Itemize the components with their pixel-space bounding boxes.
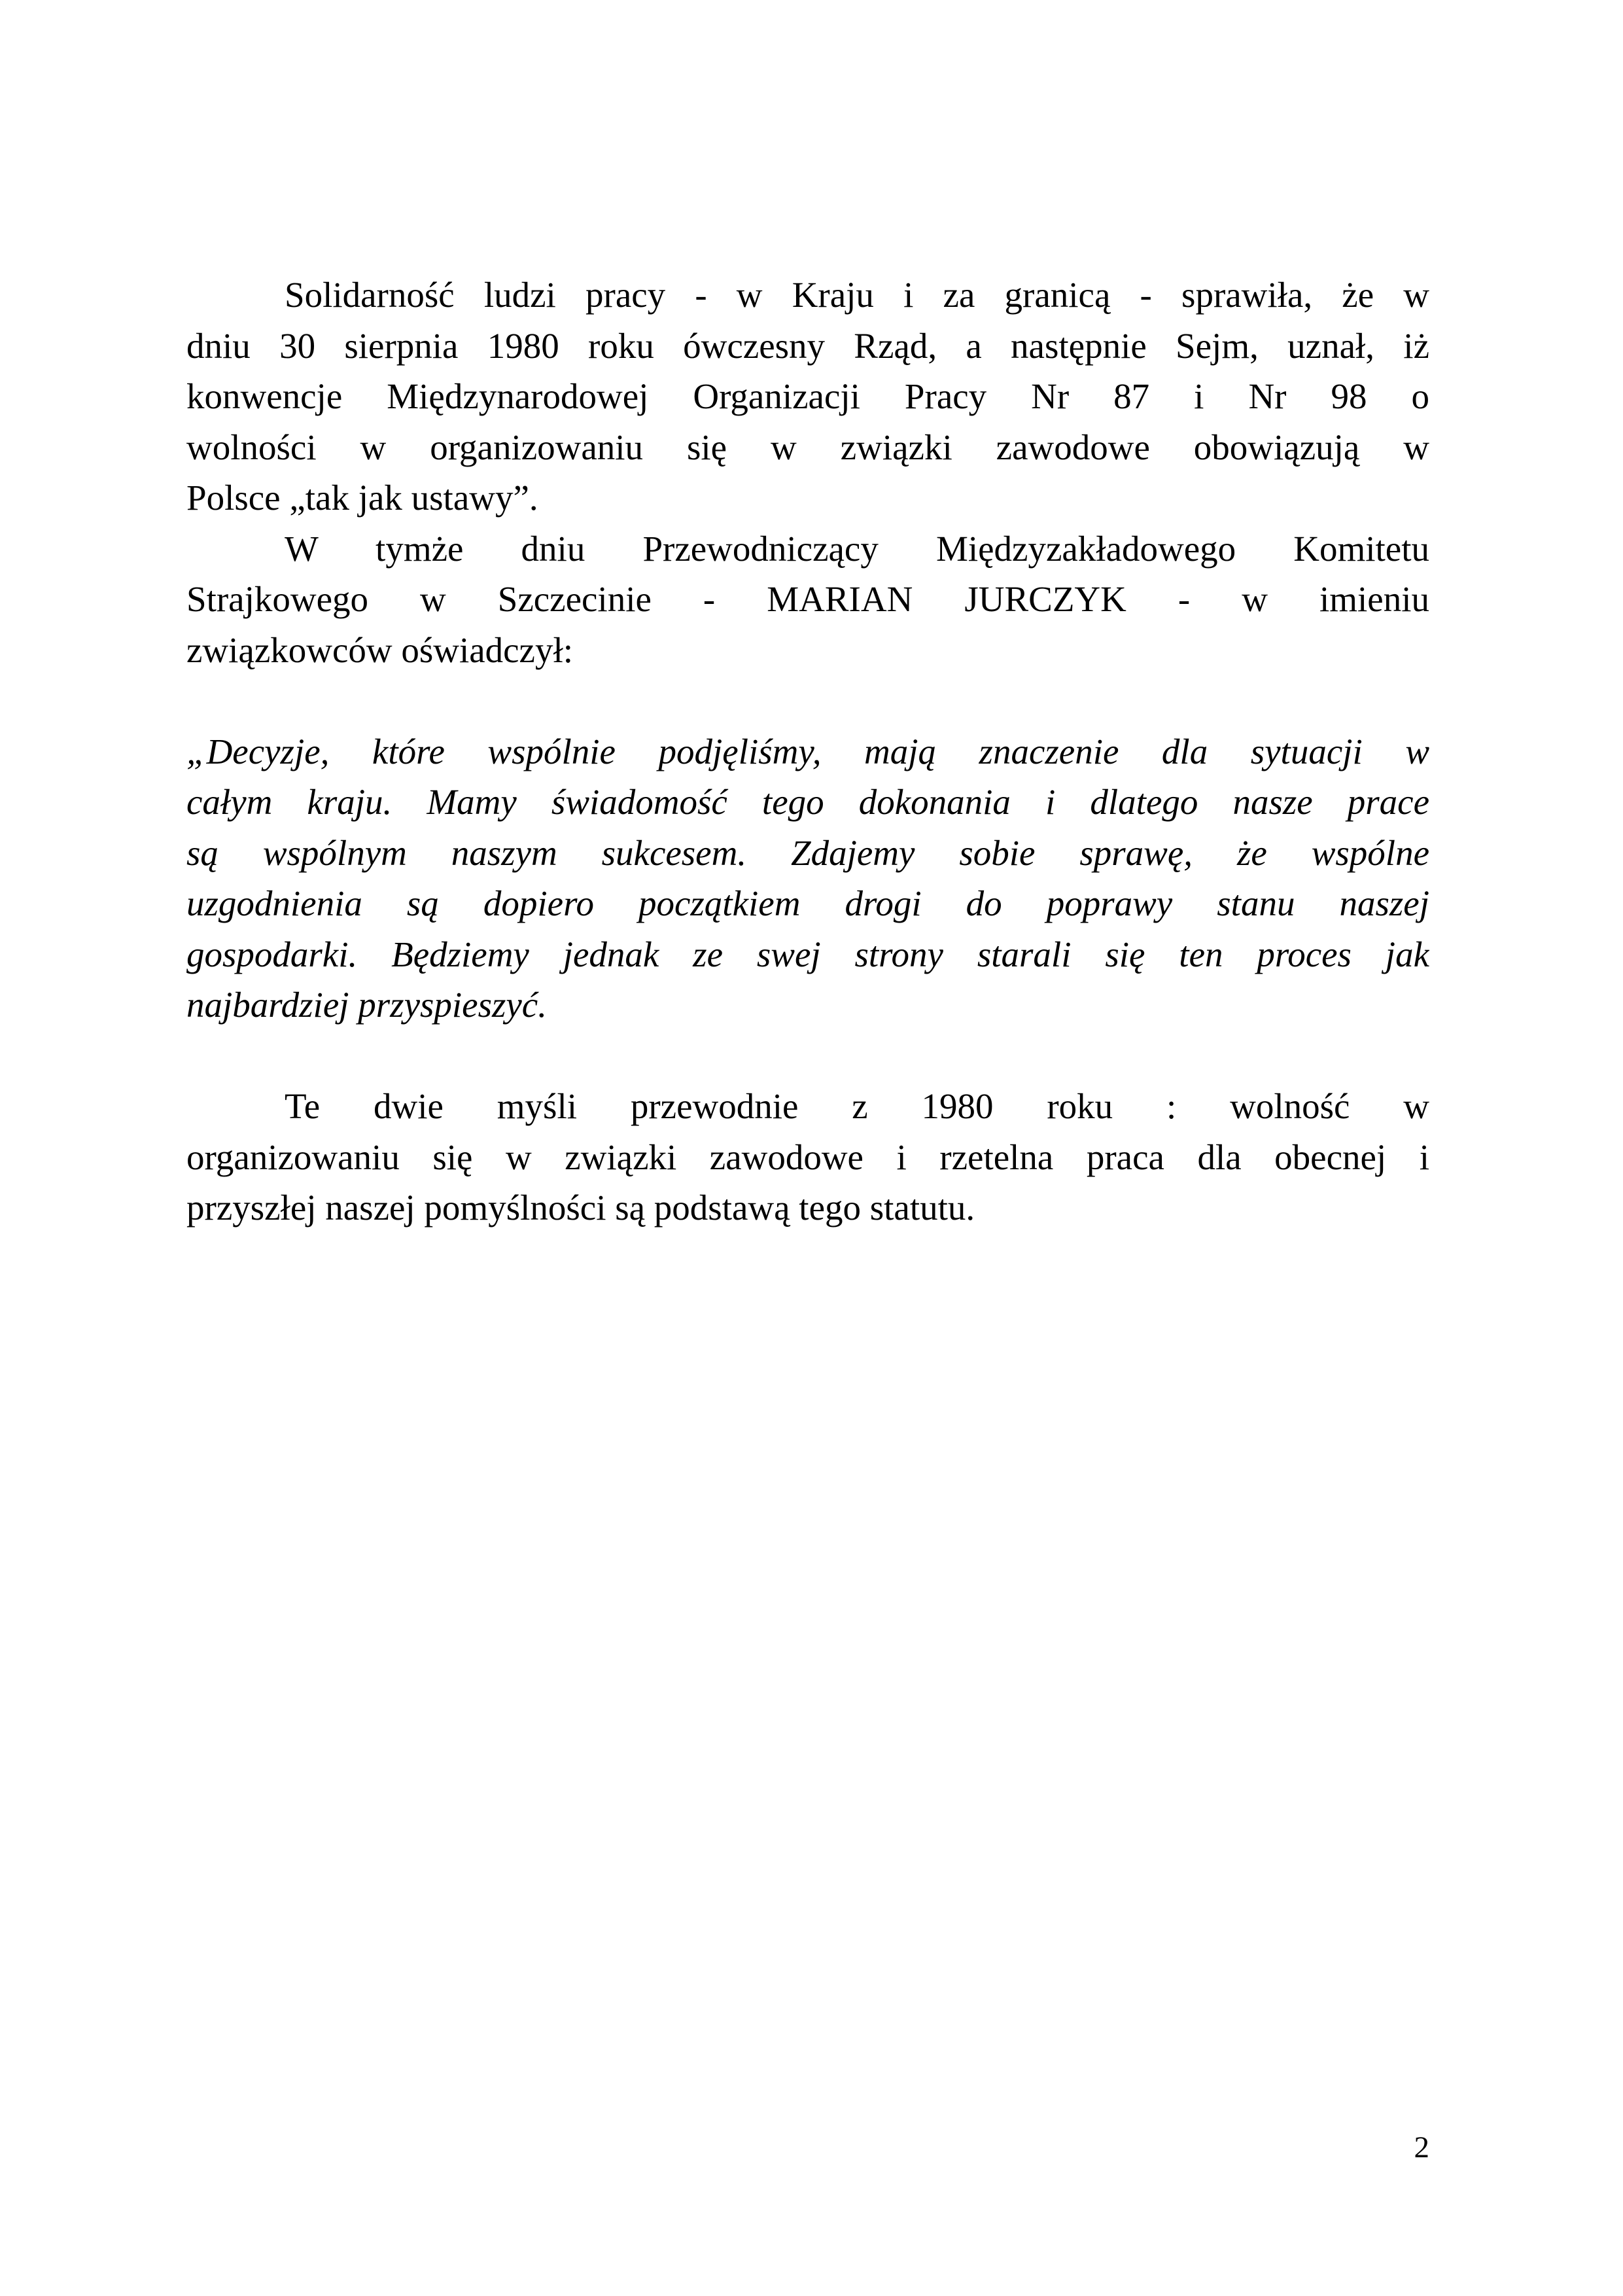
text-line: „Decyzje, które wspólnie podjęliśmy, mają znaczenie dla sytuacji w [186, 731, 1429, 771]
text-line: przyszłej naszej pomyślności są podstawą tego statutu. [186, 1188, 975, 1227]
text-line: uzgodnienia są dopiero początkiem drogi do poprawy stanu naszej [186, 883, 1429, 923]
text-line: całym kraju. Mamy świadomość tego dokonania i dlatego nasze prace [186, 782, 1429, 822]
text-line: wolności w organizowaniu się w związki zawodowe obowiązują w [186, 427, 1429, 467]
page-number: 2 [1414, 2130, 1429, 2164]
text-line: Polsce „tak jak ustawy”. [186, 478, 538, 518]
page-footer [186, 2130, 1429, 2166]
text-line: Solidarność ludzi pracy - w Kraju i za granicą - sprawiła, że w [285, 275, 1429, 315]
text-line: konwencje Międzynarodowej Organizacji Pracy Nr 87 i Nr 98 o [186, 376, 1429, 416]
text-line: gospodarki. Będziemy jednak ze swej strony starali się ten proces jak [186, 934, 1429, 974]
paragraph [186, 1081, 1429, 1233]
paragraph [186, 270, 1429, 523]
text-line: Te dwie myśli przewodnie z 1980 roku : wolność w [285, 1086, 1429, 1126]
text-line: organizowaniu się w związki zawodowe i rzetelna praca dla obecnej i [186, 1137, 1429, 1177]
text-line: najbardziej przyspieszyć. [186, 985, 547, 1025]
paragraph [186, 726, 1429, 1031]
paragraph [186, 523, 1429, 676]
text-line: związkowców oświadczył: [186, 629, 574, 670]
text-line: W tymże dniu Przewodniczący Międzyzakładowego Komitetu [285, 528, 1429, 569]
text-line: Strajkowego w Szczecinie - MARIAN JURCZYK - w imieniu [186, 579, 1429, 619]
text-line: są wspólnym naszym sukcesem. Zdajemy sobie sprawę, że wspólne [186, 832, 1429, 873]
text-line: dniu 30 sierpnia 1980 roku ówczesny Rząd, a następnie Sejm, uznał, iż [186, 325, 1429, 366]
document-body [186, 270, 1429, 1233]
